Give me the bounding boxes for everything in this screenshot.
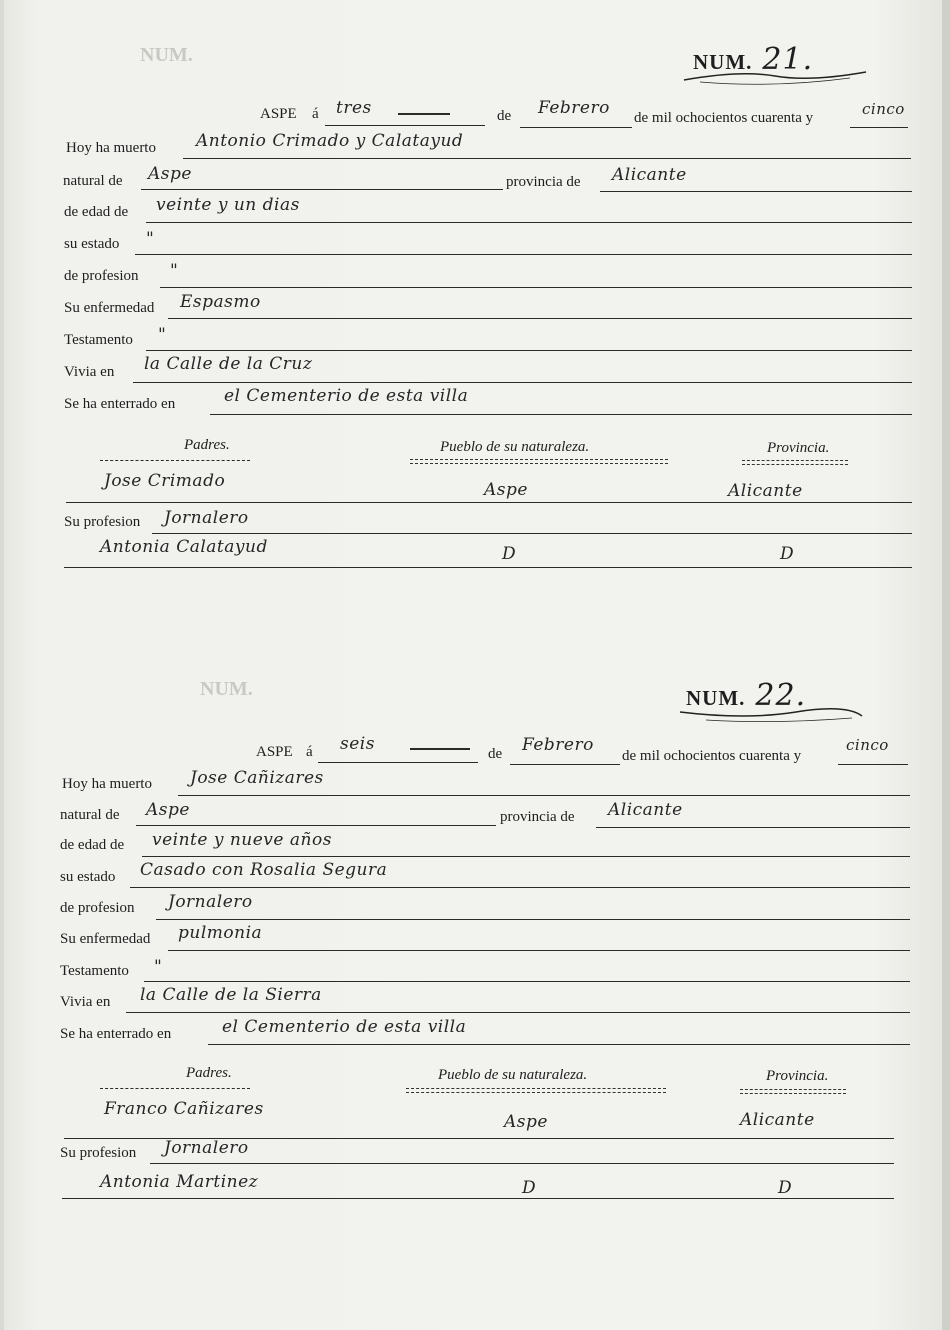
testamento-value: ": [154, 957, 163, 977]
enfermedad-line: [168, 318, 912, 319]
bleed-through-num: NUM.: [140, 44, 193, 66]
vivia-label: Vivia en: [64, 364, 115, 380]
profesion-value: ": [170, 261, 179, 281]
vivia-label: Vivia en: [60, 994, 111, 1010]
estado-value: ": [146, 229, 155, 249]
mother-name: Antonia Martinez: [100, 1172, 259, 1192]
num-label: NUM.: [686, 686, 746, 710]
provincia-header-rule: [742, 460, 848, 465]
enfermedad-value: Espasmo: [180, 292, 261, 312]
natural-label: natural de: [60, 807, 120, 823]
number-flourish: [676, 706, 866, 724]
padres-header-rule: [100, 460, 250, 461]
estado-label: su estado: [64, 236, 120, 252]
profesion-line: [156, 919, 910, 920]
profesion-label: de profesion: [60, 900, 135, 916]
day-dash: [398, 113, 450, 115]
enterrado-value: el Cementerio de esta villa: [224, 386, 469, 406]
town-label: ASPE: [256, 744, 293, 760]
father-provincia: Alicante: [728, 481, 803, 501]
estado-line: [130, 887, 910, 888]
father-profesion: Jornalero: [164, 1138, 249, 1158]
testamento-value: ": [158, 325, 167, 345]
num-label: NUM.: [693, 50, 753, 74]
age-value: veinte y un dias: [156, 195, 300, 215]
estado-value: Casado con Rosalia Segura: [140, 860, 388, 880]
month-value: Febrero: [538, 98, 610, 118]
deceased-label: Hoy ha muerto: [62, 776, 152, 792]
enterrado-label: Se ha enterrado en: [60, 1026, 172, 1042]
natural-value: Aspe: [148, 164, 192, 184]
testamento-label: Testamento: [60, 963, 129, 979]
month-value: Febrero: [522, 735, 594, 755]
age-line: [142, 856, 910, 857]
provincia-label: provincia de: [506, 174, 581, 190]
deceased-line: [183, 158, 911, 159]
age-label: de edad de: [64, 204, 129, 220]
vivia-value: la Calle de la Sierra: [140, 985, 322, 1005]
enterrado-line: [210, 414, 912, 415]
mother-provincia: D: [780, 544, 795, 564]
father-name: Jose Crimado: [104, 471, 226, 491]
de-label: de: [497, 108, 512, 124]
enfermedad-value: pulmonia: [178, 923, 263, 943]
day-line: [318, 762, 478, 763]
testamento-line: [146, 350, 912, 351]
deceased-line: [178, 795, 910, 796]
enfermedad-label: Su enfermedad: [60, 931, 151, 947]
father-profesion: Jornalero: [164, 508, 249, 528]
pueblo-header-rule: [410, 459, 668, 464]
su-profesion-label: Su profesion: [60, 1145, 137, 1161]
mother-pueblo: D: [522, 1178, 537, 1198]
provincia-line: [596, 827, 910, 828]
pueblo-header-rule: [406, 1088, 666, 1093]
day-value: tres: [336, 98, 372, 118]
father-line: [66, 502, 912, 503]
provincia-label: provincia de: [500, 809, 575, 825]
page-edge-right: [942, 0, 950, 1330]
father-provincia: Alicante: [740, 1110, 815, 1130]
su-profesion-line: [150, 1163, 894, 1164]
enterrado-label: Se ha enterrado en: [64, 396, 176, 412]
pueblo-header: Pueblo de su naturaleza.: [440, 439, 590, 455]
profesion-label: de profesion: [64, 268, 139, 284]
provincia-header-rule: [740, 1089, 846, 1094]
number-flourish: [680, 68, 870, 86]
profesion-value: Jornalero: [168, 892, 253, 912]
testamento-line: [144, 981, 910, 982]
natural-value: Aspe: [146, 800, 190, 820]
father-pueblo: Aspe: [484, 480, 528, 500]
age-line: [146, 222, 912, 223]
year-suffix-value: cinco: [862, 100, 905, 118]
town-label: ASPE: [260, 106, 297, 122]
mother-line: [64, 567, 912, 568]
natural-label: natural de: [63, 173, 123, 189]
provincia-header: Provincia.: [767, 440, 830, 456]
profesion-line: [160, 287, 912, 288]
age-label: de edad de: [60, 837, 125, 853]
year-label: de mil ochocientos cuarenta y: [634, 110, 814, 126]
estado-line: [135, 254, 912, 255]
page-edge-left: [0, 0, 4, 1330]
year-label: de mil ochocientos cuarenta y: [622, 748, 802, 764]
age-value: veinte y nueve años: [152, 830, 332, 850]
father-name: Franco Cañizares: [104, 1099, 264, 1119]
num-value: 21.: [762, 42, 814, 77]
bleed-through-num: NUM.: [200, 678, 253, 700]
enfermedad-label: Su enfermedad: [64, 300, 155, 316]
enterrado-value: el Cementerio de esta villa: [222, 1017, 467, 1037]
su-profesion-line: [152, 533, 912, 534]
estado-label: su estado: [60, 869, 116, 885]
mother-pueblo: D: [502, 544, 517, 564]
num-value: 22.: [755, 678, 807, 713]
deceased-value: Jose Cañizares: [190, 768, 324, 788]
su-profesion-label: Su profesion: [64, 514, 141, 530]
a-label: á: [306, 744, 313, 760]
vivia-line: [133, 382, 912, 383]
provincia-line: [600, 191, 912, 192]
day-value: seis: [340, 734, 375, 754]
mother-name: Antonia Calatayud: [100, 537, 268, 557]
year-line: [838, 764, 908, 765]
month-line: [520, 127, 632, 128]
provincia-header: Provincia.: [766, 1068, 829, 1084]
year-line: [850, 127, 908, 128]
vivia-line: [126, 1012, 910, 1013]
year-suffix-value: cinco: [846, 736, 889, 754]
padres-header: Padres.: [184, 437, 230, 453]
father-pueblo: Aspe: [504, 1112, 548, 1132]
natural-line: [136, 825, 496, 826]
month-line: [510, 764, 620, 765]
day-dash: [410, 748, 470, 750]
deceased-label: Hoy ha muerto: [66, 140, 156, 156]
provincia-value: Alicante: [612, 165, 687, 185]
mother-line: [62, 1198, 894, 1199]
enfermedad-line: [168, 950, 910, 951]
de-label: de: [488, 746, 503, 762]
padres-header-rule: [100, 1088, 250, 1089]
padres-header: Padres.: [186, 1065, 232, 1081]
day-line: [325, 125, 485, 126]
enterrado-line: [208, 1044, 910, 1045]
natural-line: [141, 189, 503, 190]
testamento-label: Testamento: [64, 332, 133, 348]
provincia-value: Alicante: [608, 800, 683, 820]
mother-provincia: D: [778, 1178, 793, 1198]
vivia-value: la Calle de la Cruz: [144, 354, 313, 374]
a-label: á: [312, 106, 319, 122]
pueblo-header: Pueblo de su naturaleza.: [438, 1067, 588, 1083]
deceased-value: Antonio Crimado y Calatayud: [196, 131, 464, 151]
